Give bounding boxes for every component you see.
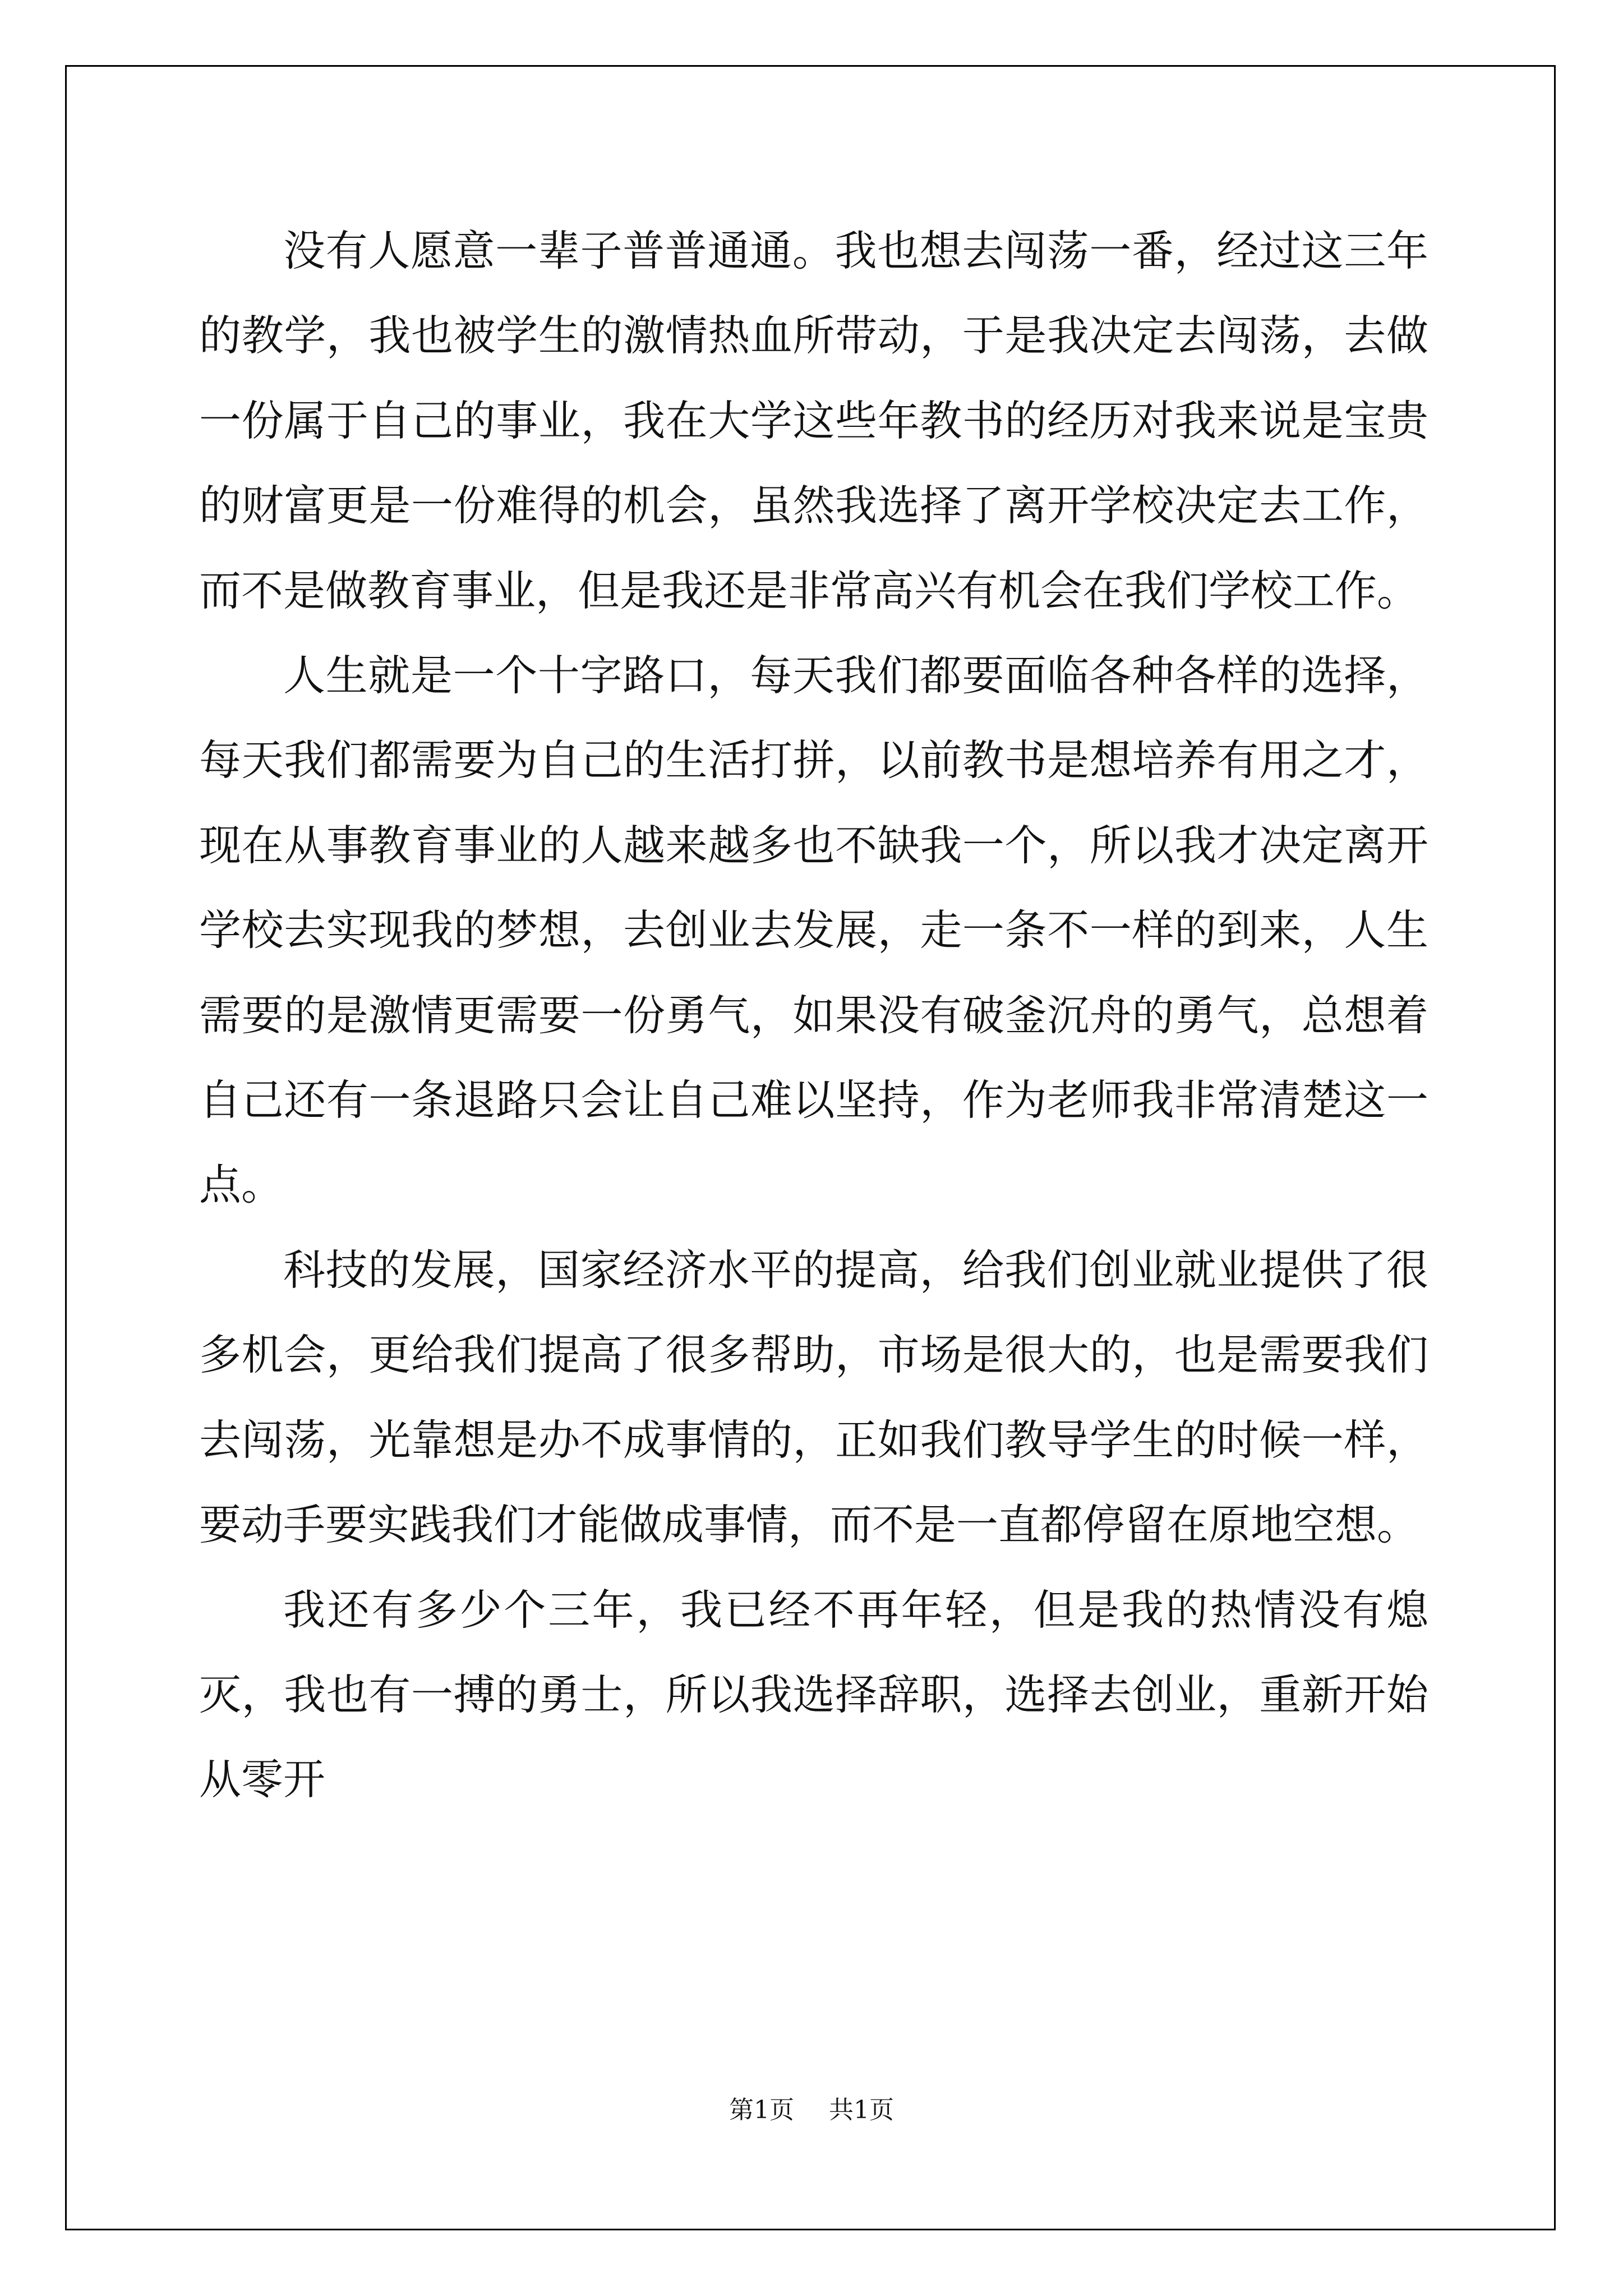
document-body (199, 209, 1428, 1823)
page-number-current: 第1页 (729, 2096, 794, 2124)
page-footer (0, 2090, 1623, 2125)
paragraph-2: 人生就是一个十字路口，每天我们都要面临各种各样的选择，每天我们都需要为自己的生活打拼，以前教书是想培养有用之才，现在从事教育事业的人越来越多也不缺我一个，所以我才决定离开学校去实现我的梦想，去创业去发展，走一条不一样的到来，人生需要的是激情更需要一份勇气，如果没有破釜沉舟的勇气，总想着自己还有一条退路只会让自己难以坚持，作为老师我非常清楚这一点。 (199, 651, 1428, 1210)
paragraph-3: 科技的发展，国家经济水平的提高，给我们创业就业提供了很多机会，更给我们提高了很多帮助，市场是很大的，也是需要我们去闯荡，光靠想是办不成事情的，正如我们教导学生的时候一样，要动手要实践我们才能做成事情，而不是一直都停留在原地空想。 (199, 1245, 1428, 1550)
paragraph-1: 没有人愿意一辈子普普通通。我也想去闯荡一番，经过这三年的教学，我也被学生的激情热血所带动，于是我决定去闯荡，去做一份属于自己的事业，我在大学这些年教书的经历对我来说是宝贵的财富更是一份难得的机会，虽然我选择了离开学校决定去工作，而不是做教育事业，但是我还是非常高兴有机会在我们学校工作。 (199, 226, 1428, 615)
page-number-total: 共1页 (829, 2096, 894, 2124)
paragraph-4: 我还有多少个三年，我已经不再年轻，但是我的热情没有熄灭，我也有一搏的勇士，所以我选择辞职，选择去创业，重新开始从零开 (199, 1585, 1428, 1805)
